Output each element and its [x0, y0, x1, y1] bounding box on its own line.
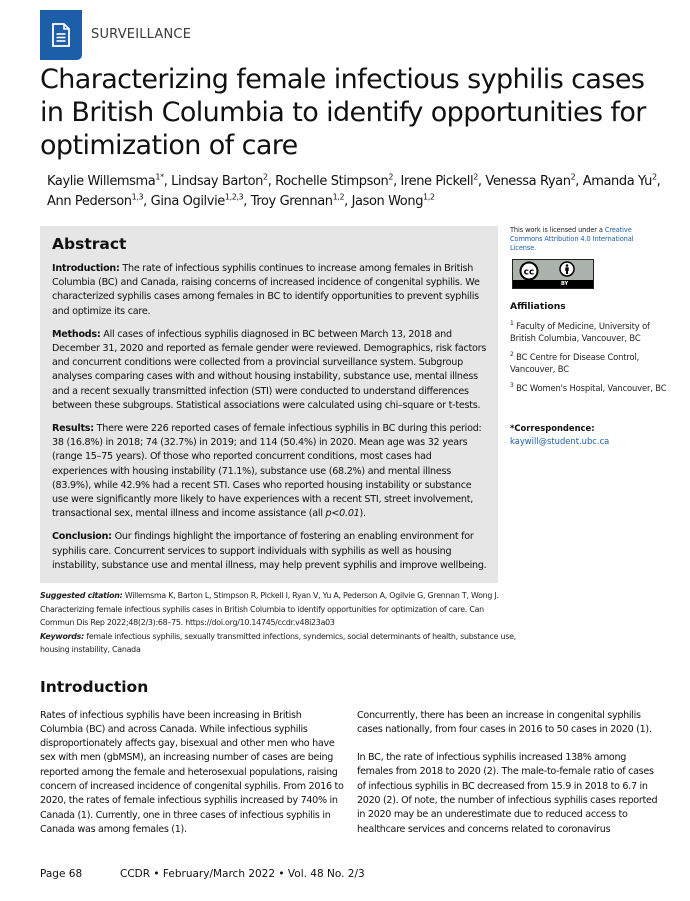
attribution-person-icon	[559, 261, 575, 277]
suggested-citation: Suggested citation: Willemsma K, Barton L, Stimpson R, Pickell I, Ryan V, Yu A, Pederson A, Ogilvie G, Grennan T, Wong J. Characterizing female infectious syphilis cases in British Columbia to identify opportunities for optimization of care. Can Commun Dis Rep 2022;48(2/3):68–75. https://doi.org/10.14745/ccdr.v48i23a03 Keywords: female infectious syphilis, sexually transmitted infections, syndemics, social determinants of health, substance use, housing instability, Canada	[40, 591, 516, 655]
author: Ann Pederson$^{1,3}$,	[47, 192, 151, 209]
author: Irene Pickell$^2$,	[400, 172, 486, 189]
license-text: This work is licensed under a Creative Commons Attribution 4.0 International License.	[510, 226, 634, 252]
correspondence-email-link[interactable]: kaywill@student.ubc.ca	[510, 435, 610, 446]
author-list	[47, 172, 677, 212]
author: Lindsay Barton$^2$,	[171, 172, 276, 189]
abstract-and-sidebar	[40, 226, 685, 583]
affiliation: $^2$ BC Centre for Disease Control, Vancouver, BC	[510, 351, 640, 374]
author: Venessa Ryan$^2$,	[485, 172, 579, 189]
abstract-methods: Methods: All cases of infectious syphilis diagnosed in BC between March 13, 2018 and December 31, 2020 and reported as female gender were reviewed. Demographics, risk factors and concurrent conditions were collected from a provincial surveillance system. Subgroup analyses comparing cases with and without housing instability, substance use, mental illness and a recent sexually transmitted infection (STI) were conducted to understand differences between these subgroups. Statistical associations were calculated using chi–square or t-tests.	[52, 328, 487, 411]
cc-by-label: BY	[561, 281, 569, 287]
svg-text:cc: cc	[523, 267, 535, 278]
abstract-box	[40, 226, 498, 583]
paragraph: In BC, the rate of infectious syphilis increased 138% among females from 2018 to 2020 (2). The male-to-female ratio of cases of infectious syphilis in BC decreased from 15.9 in 2018 to 6.7 in 2020 (2). Of note, the number of infectious syphilis cases reported in 2020 may be an underestimate due to reduced access to healthcare services and concerns related to coronavirus	[357, 752, 658, 835]
section-label: SURVEILLANCE	[91, 27, 192, 42]
affiliation: $^1$ Faculty of Medicine, University of British Columbia, Vancouver, BC	[510, 320, 650, 343]
affiliation: $^3$ BC Women's Hospital, Vancouver, BC	[510, 382, 667, 393]
abstract-heading: Abstract	[52, 235, 127, 253]
journal-info: CCDR • February/March 2022 • Vol. 48 No. 2/3	[120, 868, 365, 881]
author: Gina Ogilvie$^{1,2,3}$,	[150, 192, 251, 209]
body-column-left	[40, 709, 345, 852]
article-title: Characterizing female infectious syphilis cases in British Columbia to identify opportunities for optimization of care	[40, 64, 646, 161]
body-columns	[40, 709, 665, 852]
introduction-heading: Introduction	[40, 677, 149, 696]
page-footer	[40, 867, 690, 881]
abstract-results: Results: There were 226 reported cases of female infectious syphilis in BC during this period: 38 (16.8%) in 2018; 74 (32.7%) in 2019; and 114 (50.4%) in 2020. Mean age was 32 years (range 15–75 years). Of those who reported concurrent conditions, most cases had experiences with housing instability (71.1%), substance use (68.2%) and mental illness (83.9%), while 42.9% had a recent STI. Cases who reported housing instability or substance use were significantly more likely to have experiences with a recent STI, street involvement, transactional sex, mental illness and income assistance (all p<0.01).	[52, 423, 482, 520]
correspondence-label: *Correspondence:	[510, 422, 595, 433]
keywords: female infectious syphilis, sexually transmitted infections, syndemics, social determinants of health, substance use, housing instability, Canada	[40, 631, 516, 655]
document-icon	[51, 23, 71, 47]
author: Troy Grennan$^{1,2}$,	[250, 192, 352, 209]
author: Amanda Yu$^2$,	[582, 172, 661, 189]
author: Kaylie Willemsma$^{1*}$,	[47, 172, 172, 189]
sidebar	[510, 226, 680, 447]
section-header	[40, 10, 690, 60]
author: Jason Wong$^{1,2}$	[351, 192, 435, 209]
body-column-right	[357, 709, 662, 851]
abstract-conclusion: Conclusion: Our findings highlight the importance of fostering an enabling environment for syphilis care. Concurrent services to support individuals with syphilis as well as housing instability, substance use and mental illness, may help prevent syphilis and improve wellbeing.	[52, 531, 487, 571]
author: Rochelle Stimpson$^2$,	[275, 172, 401, 189]
page-number: Page 68	[40, 868, 83, 881]
paragraph: Rates of infectious syphilis have been increasing in British Columbia (BC) and across Canada. While infectious syphilis disproportionately affects gay, bisexual and other men who have sex with men (gbMSM), an increasing number of cases are being reported among the female and heterosexual populations, raising concern of increased incidence of congenital syphilis. From 2016 to 2020, the rates of female infectious syphilis increased by 740% in Canada (1). Currently, one in three cases of infectious syphilis in Canada was among females (1).	[40, 709, 344, 835]
abstract-introduction: Introduction: The rate of infectious syphilis continues to increase among females in British Columbia (BC) and Canada, raising concerns of increased incidence of congenital syphilis. We characterized syphilis cases among females in BC to identify opportunities to prevent syphilis and optimize its care.	[52, 263, 480, 317]
affiliations-title: Affiliations	[510, 301, 566, 312]
paragraph: Concurrently, there has been an increase in congenital syphilis cases nationally, from four cases in 2016 to 50 cases in 2020 (1).	[357, 709, 652, 735]
license-link[interactable]: Creative Commons Attribution 4.0 International License.	[510, 226, 634, 252]
cc-by-badge[interactable]	[512, 259, 594, 289]
section-badge	[40, 10, 82, 60]
